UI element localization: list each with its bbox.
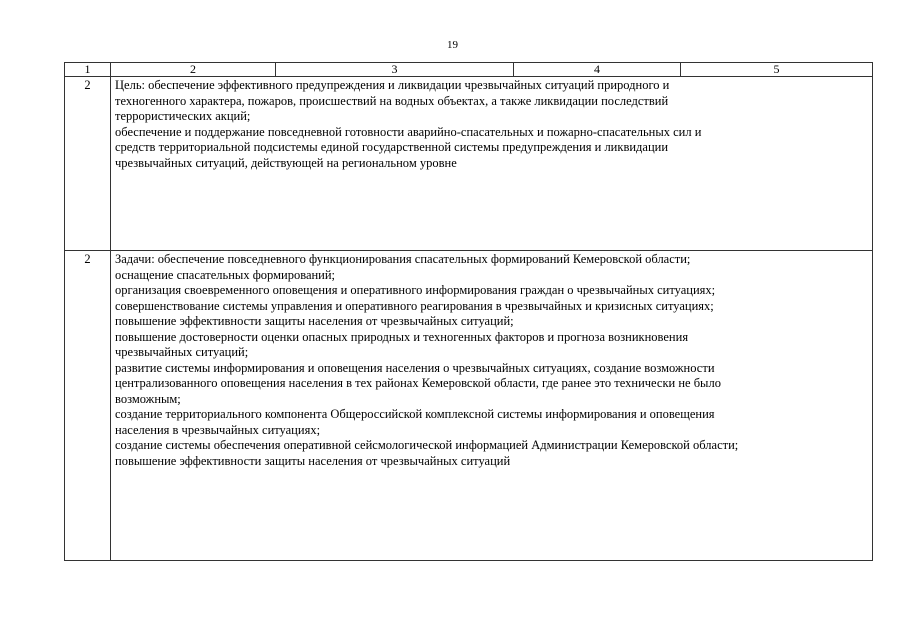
program-table xyxy=(64,62,873,561)
tasks-line: централизованного оповещения населения в тех районах Кемеровской области, где ранее это технически не было xyxy=(115,376,721,390)
header-col-2: 2 xyxy=(111,63,276,77)
tasks-line: оснащение спасательных формирований; xyxy=(115,267,336,282)
tasks-line: населения в чрезвычайных ситуациях; xyxy=(115,422,321,437)
tasks-line: повышение достоверности оценки опасных природных и техногенных факторов и прогноза возникновения xyxy=(115,329,689,344)
tasks-line: создание системы обеспечения оперативной сейсмологической информацией Администрации Кемеровской области; xyxy=(115,438,739,452)
table-row-tasks xyxy=(65,251,873,561)
goal-line: чрезвычайных ситуаций, действующей на региональном уровне xyxy=(115,155,457,170)
tasks-line: чрезвычайных ситуаций; xyxy=(115,345,249,359)
tasks-line: возможным; xyxy=(115,391,181,406)
tasks-line: совершенствование системы управления и оперативного реагирования в чрезвычайных и кризисных ситуациях; xyxy=(115,298,714,313)
header-col-4: 4 xyxy=(514,63,681,77)
tasks-line: развитие системы информирования и оповещения населения о чрезвычайных ситуациях, создание возможности xyxy=(115,360,715,375)
tasks-text-cell xyxy=(111,251,873,561)
goal-line: техногенного характера, пожаров, происшествий на водных объектах, а также ликвидации последствий xyxy=(115,93,669,108)
goal-line: террористических акций; xyxy=(115,109,251,123)
tasks-line: организация своевременного оповещения и оперативного информирования граждан о чрезвычайных ситуациях; xyxy=(115,283,716,297)
header-col-1: 1 xyxy=(65,63,111,77)
table-header-row xyxy=(65,63,873,77)
header-col-5: 5 xyxy=(681,63,873,77)
row-number: 2 xyxy=(65,77,111,251)
goal-line: средств территориальной подсистемы единой государственной системы предупреждения и ликвидации xyxy=(115,140,669,154)
tasks-line: Задачи: обеспечение повседневного функционирования спасательных формирований Кемеровской области; xyxy=(115,252,691,266)
goal-text-cell xyxy=(111,77,873,251)
tasks-line: повышение эффективности защиты населения от чрезвычайных ситуаций; xyxy=(115,314,514,328)
page-number: 19 xyxy=(447,39,458,51)
row-number: 2 xyxy=(65,251,111,561)
tasks-line: повышение эффективности защиты населения от чрезвычайных ситуаций xyxy=(115,453,511,468)
tasks-line: создание территориального компонента Общероссийской комплексной системы информирования и оповещения xyxy=(115,407,715,421)
table-row-goal xyxy=(65,77,873,251)
header-col-3: 3 xyxy=(276,63,514,77)
goal-line: Цель: обеспечение эффективного предупреждения и ликвидации чрезвычайных ситуаций природного и xyxy=(115,78,670,92)
goal-line: обеспечение и поддержание повседневной готовности аварийно-спасательных и пожарно-спасательных сил и xyxy=(115,124,702,139)
